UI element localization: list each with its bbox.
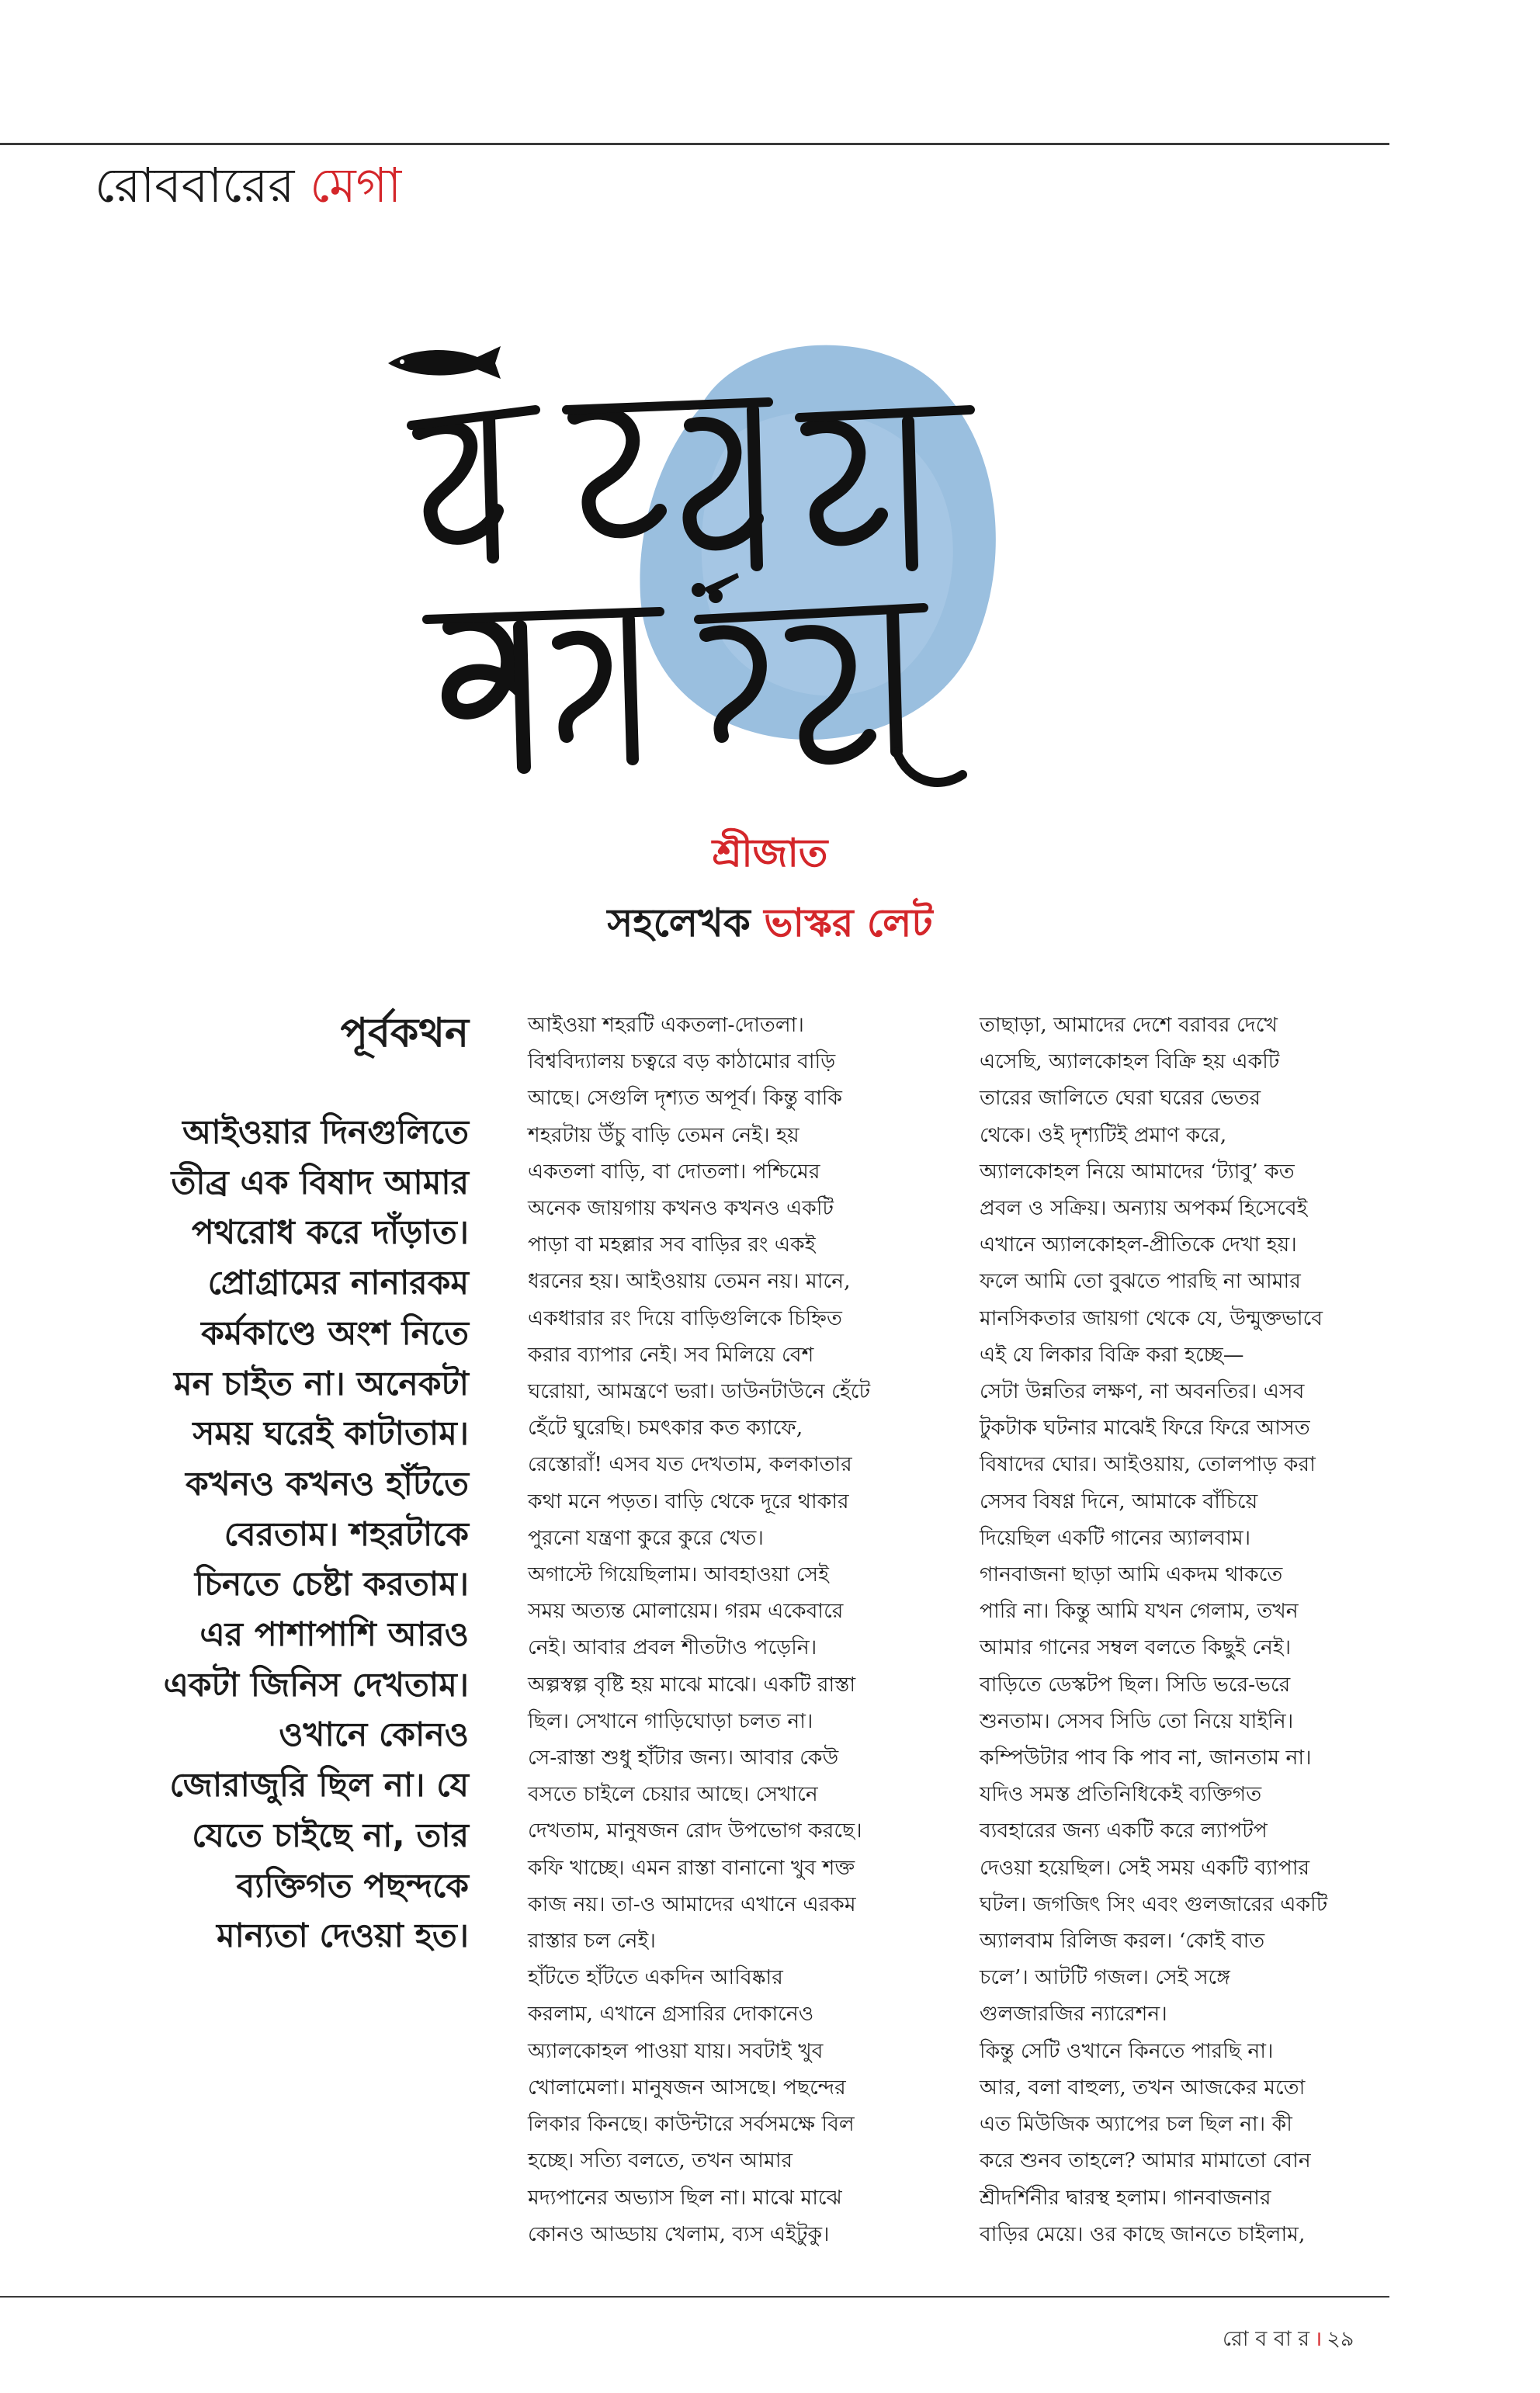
- body-text-line: তারের জালিতে ঘেরা ঘরের ভেতর: [980, 1086, 1261, 1111]
- body-text-line: হাঁটতে হাঁটতে একদিন আবিষ্কার: [528, 1965, 783, 1990]
- body-text-line: এত মিউজিক অ্যাপের চল ছিল না। কী: [980, 2112, 1292, 2137]
- body-text-line: পারি না। কিন্তু আমি যখন গেলাম, তখন: [980, 1599, 1299, 1624]
- body-text-line: রেস্তোরাঁ! এসব যত দেখতাম, কলকাতার: [528, 1452, 852, 1477]
- title-calligraphy-art: [334, 301, 1032, 798]
- pullquote-line: কর্মকাণ্ডে অংশ নিতে: [201, 1314, 469, 1353]
- body-text-line: সময় অত্যন্ত মোলায়েম। গরম একেবারে: [528, 1599, 844, 1624]
- pullquote-line: বেরতাম। শহরটাকে: [224, 1515, 469, 1554]
- kicker-prefix: রোববারের: [95, 157, 310, 213]
- pullquote-line: পথরোধ করে দাঁড়াত।: [191, 1214, 469, 1253]
- body-text-line: সেটা উন্নতির লক্ষণ, না অবনতির। এসব: [980, 1379, 1305, 1404]
- body-text-line: কাজ নয়। তা-ও আমাদের এখানে এরকম: [528, 1892, 856, 1916]
- footer-separator: ।: [1314, 2327, 1323, 2351]
- body-text-line: গানবাজনা ছাড়া আমি একদম থাকতে: [980, 1562, 1283, 1587]
- body-text-line: আর, বলা বাহুল্য, তখন আজকের মতো: [980, 2075, 1306, 2100]
- body-text-line: অ্যালকোহল নিয়ে আমাদের ‘ট্যাবু’ কত: [980, 1159, 1295, 1184]
- pullquote-line: মন চাইত না। অনেকটা: [174, 1365, 469, 1403]
- prologue-heading: পূর্বকথন: [340, 1010, 469, 1056]
- body-text-line: দেখতাম, মানুষজন রোদ উপভোগ করছে।: [528, 1819, 862, 1843]
- body-text-line: কথা মনে পড়ত। বাড়ি থেকে দূরে থাকার: [528, 1489, 849, 1514]
- body-text-line: দেওয়া হয়েছিল। সেই সময় একটি ব্যাপার: [980, 1855, 1310, 1880]
- body-text-line: সে-রাস্তা শুধু হাঁটার জন্য। আবার কেউ: [528, 1746, 839, 1770]
- body-text-line: অগাস্টে গিয়েছিলাম। আবহাওয়া সেই: [528, 1562, 829, 1587]
- body-text-line: পুরনো যন্ত্রণা কুরে কুরে খেত।: [528, 1525, 764, 1550]
- pullquote-line: তীব্র এক বিষাদ আমার: [171, 1164, 469, 1202]
- bottom-rule: [0, 2296, 1389, 2298]
- body-text-line: ফলে আমি তো বুঝতে পারছি না আমার: [980, 1269, 1301, 1294]
- body-text-line: ধরনের হয়। আইওয়ায় তেমন নয়। মানে,: [528, 1269, 851, 1294]
- body-text-line: হচ্ছে। সত্যি বলতে, তখন আমার: [528, 2148, 793, 2173]
- body-text-line: দিয়েছিল একটি গানের অ্যালবাম।: [980, 1525, 1251, 1550]
- body-text-line: রাস্তার চল নেই।: [528, 1929, 656, 1954]
- body-text-line: অল্পস্বল্প বৃষ্টি হয় মাঝে মাঝে। একটি রাস্তা: [528, 1672, 856, 1697]
- body-text-line: অনেক জায়গায় কখনও কখনও একটি: [528, 1196, 834, 1221]
- pullquote-line: ওখানে কোনও: [279, 1716, 469, 1755]
- body-text-line: বিষাদের ঘোর। আইওয়ায়, তোলপাড় করা: [980, 1452, 1316, 1477]
- body-text-line: এসেছি, অ্যালকোহল বিক্রি হয় একটি: [980, 1049, 1280, 1074]
- body-text-line: কফি খাচ্ছে। এমন রাস্তা বানানো খুব শক্ত: [528, 1855, 855, 1880]
- body-text-line: চলে’। আটটি গজল। সেই সঙ্গে: [980, 1965, 1230, 1990]
- body-text-line: ব্যবহারের জন্য একটি করে ল্যাপটপ: [980, 1819, 1268, 1843]
- body-text-line: কিন্তু সেটি ওখানে কিনতে পারছি না।: [980, 2038, 1274, 2063]
- coauthor-name: ভাস্কর লেট: [764, 900, 933, 945]
- body-text-line: একতলা বাড়ি, বা দোতলা। পশ্চিমের: [528, 1159, 820, 1184]
- body-text-line: কোনও আড্ডায় খেলাম, ব্যস এইটুকু।: [528, 2221, 830, 2246]
- section-kicker: [95, 157, 402, 213]
- pullquote-line: আইওয়ার দিনগুলিতে: [182, 1114, 469, 1152]
- body-text-line: করে শুনব তাহলে? আমার মামাতো বোন: [980, 2148, 1311, 2173]
- body-text-line: টুকটাক ঘটনার মাঝেই ফিরে ফিরে আসত: [980, 1416, 1310, 1441]
- pullquote-line: প্রোগ্রামের নানারকম: [207, 1264, 469, 1303]
- body-text-line: বাড়ির মেয়ে। ওর কাছে জানতে চাইলাম,: [980, 2221, 1306, 2246]
- body-text-line: থেকে। ওই দৃশ্যটিই প্রমাণ করে,: [980, 1122, 1227, 1147]
- body-text-line: আমার গানের সম্বল বলতে কিছুই নেই।: [980, 1635, 1292, 1660]
- body-text-line: আইওয়া শহরটি একতলা-দোতলা।: [528, 1013, 804, 1037]
- body-text-line: শহরটায় উঁচু বাড়ি তেমন নেই। হয়: [528, 1122, 799, 1147]
- fish-icon: [388, 346, 501, 379]
- body-text-line: এখানে অ্যালকোহল-প্রীতিকে দেখা হয়।: [980, 1233, 1297, 1257]
- body-text-line: কম্পিউটার পাব কি পাব না, জানতাম না।: [980, 1746, 1312, 1770]
- body-text-line: যদিও সমস্ত প্রতিনিধিকেই ব্যক্তিগত: [980, 1782, 1262, 1807]
- body-text-line: একধারার রং দিয়ে বাড়িগুলিকে চিহ্নিত: [528, 1306, 842, 1330]
- body-text-line: সেসব বিষণ্ণ দিনে, আমাকে বাঁচিয়ে: [980, 1489, 1258, 1514]
- coauthor-line: [0, 894, 1540, 959]
- body-text-line: বসতে চাইলে চেয়ার আছে। সেখানে: [528, 1782, 818, 1807]
- body-text-line: হেঁটে ঘুরেছি। চমৎকার কত ক্যাফে,: [528, 1416, 803, 1441]
- footer-magazine-name: রো ব বা র: [1223, 2327, 1310, 2351]
- pullquote-line: এর পাশাপাশি আরও: [199, 1616, 469, 1655]
- body-text-line: মদ্যপানের অভ্যাস ছিল না। মাঝে মাঝে: [528, 2185, 842, 2210]
- body-text-line: তাছাড়া, আমাদের দেশে বরাবর দেখে: [980, 1013, 1278, 1037]
- author-name: শ্রীজাত: [712, 831, 828, 876]
- pullquote-line: একটা জিনিস দেখতাম।: [163, 1666, 469, 1705]
- body-text-line: নেই। আবার প্রবল শীতটাও পড়েনি।: [528, 1635, 817, 1660]
- page-footer: [1223, 2323, 1354, 2358]
- body-text-line: অ্যালকোহল পাওয়া যায়। সবটাই খুব: [528, 2038, 824, 2063]
- body-text-line: করলাম, এখানে গ্রসারির দোকানেও: [528, 2002, 814, 2027]
- pullquote-line: চিনতে চেষ্টা করতাম।: [194, 1566, 469, 1604]
- body-text-line: বাড়িতে ডেস্কটপ ছিল। সিডি ভরে-ভরে: [980, 1672, 1291, 1697]
- body-text-line: ঘটল। জগজিৎ সিং এবং গুলজারের একটি: [980, 1892, 1328, 1916]
- pullquote-line: জোরাজুরি ছিল না। যে: [169, 1767, 469, 1805]
- kicker-highlight: মেগা: [310, 157, 402, 213]
- pullquote-line: যেতে চাইছে না, তার: [192, 1816, 469, 1855]
- prologue-pullquote: [116, 1108, 469, 1962]
- body-text-line: খোলামেলা। মানুষজন আসছে। পছন্দের: [528, 2075, 846, 2100]
- body-text-line: পাড়া বা মহল্লার সব বাড়ির রং একই: [528, 1233, 816, 1257]
- body-text-line: ঘরোয়া, আমন্ত্রণে ভরা। ডাউনটাউনে হেঁটে: [528, 1379, 871, 1404]
- pullquote-line: কখনও কখনও হাঁটতে: [186, 1465, 469, 1503]
- body-text-line: বিশ্ববিদ্যালয় চত্বরে বড় কাঠামোর বাড়ি: [528, 1049, 836, 1074]
- body-text-line: প্রবল ও সক্রিয়। অন্যায় অপকর্ম হিসেবেই: [980, 1196, 1308, 1221]
- body-text-line: ছিল। সেখানে গাড়িঘোড়া চলত না।: [528, 1708, 813, 1733]
- coauthor-label: সহলেখক: [607, 900, 765, 945]
- body-text-line: গুলজারজির ন্যারেশন।: [980, 2002, 1167, 2027]
- body-text-line: শ্রীদর্শিনীর দ্বারস্থ হলাম। গানবাজনার: [980, 2185, 1271, 2210]
- body-text-line: করার ব্যাপার নেই। সব মিলিয়ে বেশ: [528, 1342, 814, 1367]
- body-text-line: লিকার কিনছে। কাউন্টারে সর্বসমক্ষে বিল: [528, 2112, 855, 2137]
- pullquote-line: সময় ঘরেই কাটাতাম।: [192, 1415, 469, 1454]
- body-text-line: মানসিকতার জায়গা থেকে যে, উন্মুক্তভাবে: [980, 1306, 1323, 1330]
- top-rule: [0, 143, 1389, 145]
- body-text-line: অ্যালবাম রিলিজ করল। ‘কোই বাত: [980, 1929, 1265, 1954]
- body-column-1: [528, 1007, 931, 2253]
- page-number: ২৯: [1327, 2327, 1354, 2351]
- body-column-2: [980, 1007, 1391, 2253]
- body-text-line: আছে। সেগুলি দৃশ্যত অপূর্ব। কিন্তু বাকি: [528, 1086, 842, 1111]
- pullquote-line: মান্যতা দেওয়া হত।: [216, 1917, 469, 1956]
- body-text-line: শুনতাম। সেসব সিডি তো নিয়ে যাইনি।: [980, 1708, 1294, 1733]
- pullquote-line: ব্যক্তিগত পছন্দকে: [236, 1867, 469, 1906]
- body-text-line: এই যে লিকার বিক্রি করা হচ্ছে—: [980, 1342, 1244, 1367]
